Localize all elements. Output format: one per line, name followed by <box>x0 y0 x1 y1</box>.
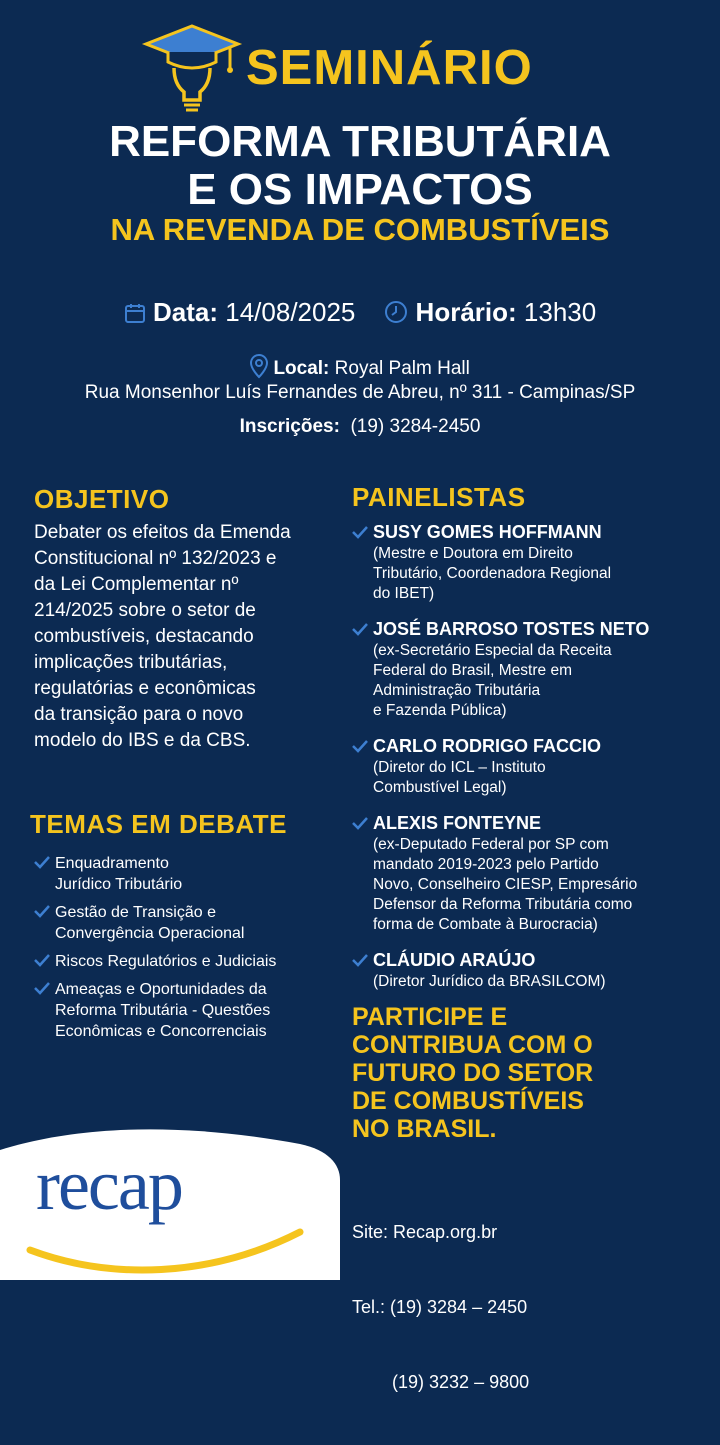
panelist-name: SUSY GOMES HOFFMANN <box>373 522 602 542</box>
panelist-desc: Defensor da Reforma Tributária como <box>373 896 633 913</box>
address: Rua Monsenhor Luís Fernandes de Abreu, nº 311 - Campinas/SP <box>84 382 636 403</box>
panelist-desc: e Fazenda Pública) <box>373 702 507 719</box>
check-icon <box>352 739 368 753</box>
tema-line: Convergência Operacional <box>55 925 245 942</box>
panelist-name: CARLO RODRIGO FACCIO <box>373 736 601 756</box>
date-value: 14/08/2025 <box>225 297 356 327</box>
tema-line: Riscos Regulatórios e Judiciais <box>55 953 277 970</box>
list-item <box>352 520 702 604</box>
date-time-row <box>0 294 720 330</box>
panelist-name: CLÁUDIO ARAÚJO <box>373 950 536 970</box>
objetivo-line: da Lei Complementar nº <box>34 574 239 595</box>
list-item <box>352 811 702 935</box>
list-item <box>34 853 324 895</box>
cta-line: DE COMBUSTÍVEIS <box>352 1087 584 1115</box>
local-value: Royal Palm Hall <box>334 358 470 379</box>
tema-line: Jurídico Tributário <box>55 876 183 893</box>
cta-line: PARTICIPE E <box>352 1003 508 1031</box>
panelist-name: JOSÉ BARROSO TOSTES NETO <box>373 619 650 639</box>
objetivo-line: combustíveis, destacando <box>34 626 254 647</box>
check-icon <box>34 855 50 869</box>
objetivo-line: modelo do IBS e da CBS. <box>34 730 251 751</box>
list-item <box>352 948 702 992</box>
clock-icon <box>384 300 408 324</box>
check-icon <box>34 953 50 967</box>
list-item <box>34 979 324 1042</box>
tema-line: Ameaças e Oportunidades da <box>55 981 267 998</box>
tema-line: Enquadramento <box>55 855 169 872</box>
time-value: 13h30 <box>523 297 597 327</box>
panelist-desc: (Diretor Jurídico da BRASILCOM) <box>373 973 606 990</box>
check-icon <box>352 816 368 830</box>
graduation-cap-lightbulb-icon <box>144 22 240 114</box>
cta-line: NO BRASIL. <box>352 1115 497 1143</box>
title-line-1: REFORMA TRIBUTÁRIA <box>109 117 611 166</box>
panelist-name: ALEXIS FONTEYNE <box>373 813 542 833</box>
objetivo-title: OBJETIVO <box>34 484 170 514</box>
tema-line: Gestão de Transição e <box>55 904 216 921</box>
tema-line: Reforma Tributária - Questões <box>55 1002 271 1019</box>
temas-title: TEMAS EM DEBATE <box>30 809 287 839</box>
list-item <box>34 902 324 944</box>
check-icon <box>352 622 368 636</box>
check-icon <box>352 953 368 967</box>
tema-line: Econômicas e Concorrenciais <box>55 1023 267 1040</box>
panelist-desc: (ex-Deputado Federal por SP com <box>373 836 609 853</box>
panelist-desc: Tributário, Coordenadora Regional <box>373 565 612 582</box>
temas-list <box>34 853 324 1049</box>
phone-2[interactable]: (19) 3232 – 9800 <box>352 1372 530 1392</box>
objetivo-line: da transição para o novo <box>34 704 244 725</box>
date-label: Data: <box>153 297 219 327</box>
objetivo-line: regulatórias e econômicas <box>34 678 256 699</box>
painelistas-title: PAINELISTAS <box>352 482 526 512</box>
list-item <box>34 951 324 972</box>
calendar-icon <box>124 302 146 324</box>
panelist-desc: (ex-Secretário Especial da Receita <box>373 642 612 659</box>
objetivo-text <box>34 520 334 754</box>
check-icon <box>34 981 50 995</box>
local-label: Local: <box>273 358 330 379</box>
contact-block <box>352 1170 529 1445</box>
call-to-action <box>352 1003 702 1143</box>
location-pin-icon <box>250 354 268 378</box>
list-item <box>352 734 702 798</box>
panelist-desc: Federal do Brasil, Mestre em <box>373 662 572 679</box>
registration-phone[interactable]: (19) 3284-2450 <box>350 416 481 437</box>
recap-logo: recap <box>36 1145 182 1225</box>
check-icon <box>34 904 50 918</box>
check-icon <box>352 525 368 539</box>
objetivo-line: Constitucional nº 132/2023 e <box>34 548 277 569</box>
objetivo-line: implicações tributárias, <box>34 652 228 673</box>
objetivo-line: 214/2025 sobre o setor de <box>34 600 256 621</box>
panelist-desc: (Mestre e Doutora em Direito <box>373 545 573 562</box>
cta-line: FUTURO DO SETOR <box>352 1059 594 1087</box>
location-row <box>0 354 720 382</box>
objetivo-line: Debater os efeitos da Emenda <box>34 522 291 543</box>
panelist-desc: Combustível Legal) <box>373 779 507 796</box>
registration-row <box>0 414 720 440</box>
panelist-desc: Administração Tributária <box>373 682 541 699</box>
site-link[interactable]: Site: Recap.org.br <box>352 1222 498 1242</box>
title-line-2: E OS IMPACTOS <box>187 165 533 214</box>
subtitle: NA REVENDA DE COMBUSTÍVEIS <box>110 212 610 247</box>
cta-line: CONTRIBUA COM O <box>352 1031 593 1059</box>
registration-label: Inscrições: <box>239 416 340 437</box>
panelist-desc: forma de Combate à Burocracia) <box>373 916 598 933</box>
panelist-desc: do IBET) <box>373 585 435 602</box>
panelist-desc: Novo, Conselheiro CIESP, Empresário <box>373 876 638 893</box>
painelistas-list <box>352 520 702 1005</box>
list-item <box>352 617 702 721</box>
eyebrow-title: SEMINÁRIO <box>246 41 533 95</box>
time-label: Horário: <box>415 297 517 327</box>
panelist-desc: (Diretor do ICL – Instituto <box>373 759 546 776</box>
panelist-desc: mandato 2019-2023 pelo Partido <box>373 856 599 873</box>
phone-1[interactable]: Tel.: (19) 3284 – 2450 <box>352 1297 528 1317</box>
